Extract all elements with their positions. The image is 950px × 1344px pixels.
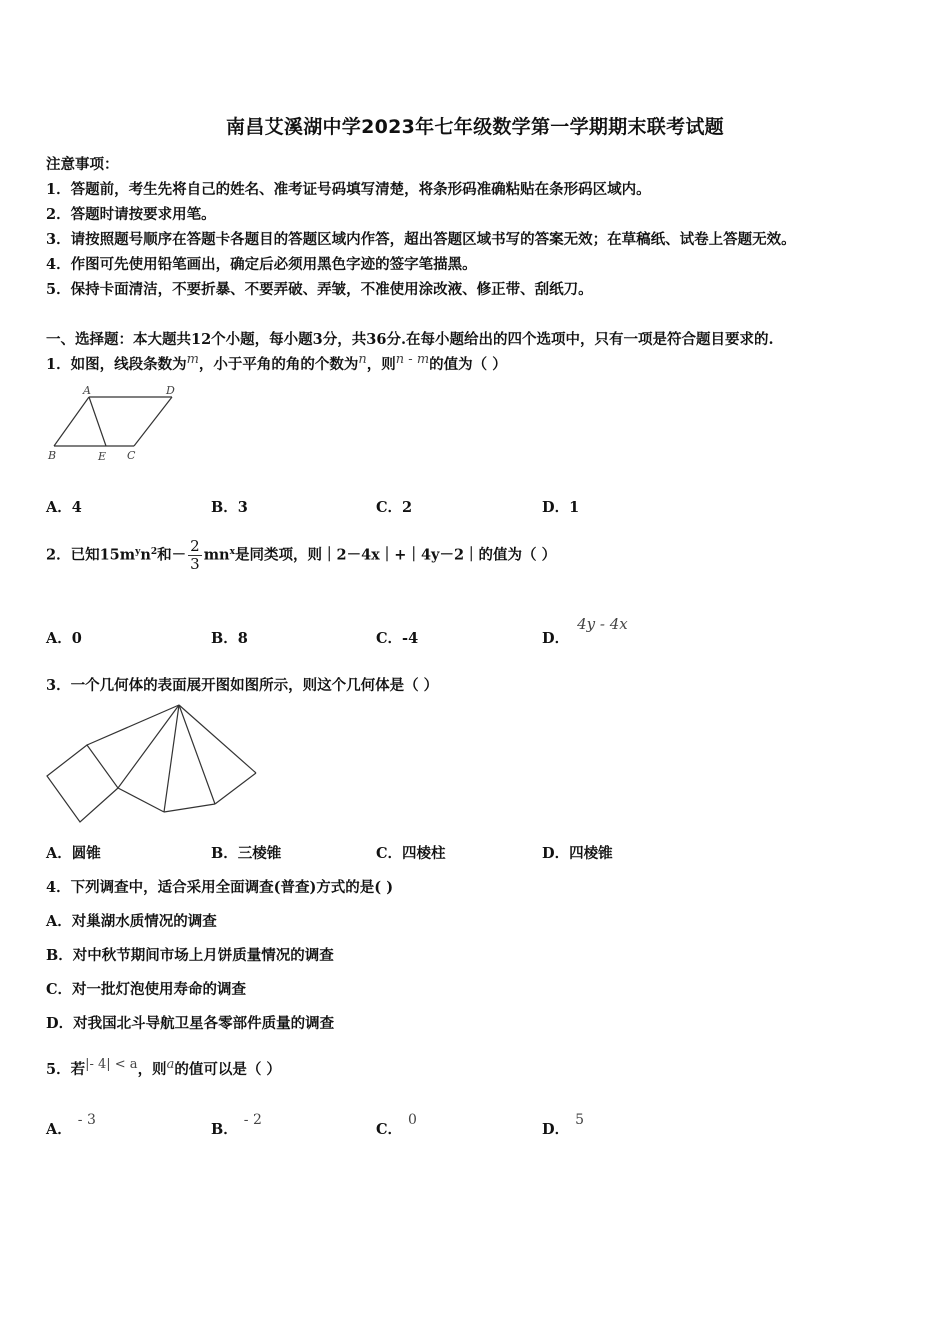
- q5-condition: |- 4| < a: [85, 1057, 138, 1072]
- q1-label-a: A: [83, 384, 91, 397]
- q1-option-a[interactable]: [46, 496, 82, 517]
- option-text: 0: [408, 1112, 417, 1128]
- option-text: 四棱柱: [402, 845, 446, 862]
- option-text: 圆锥: [71, 845, 101, 862]
- option-letter: B．: [211, 845, 238, 862]
- q3-net-figure: [40, 700, 265, 825]
- q2-sup-2: 2: [150, 546, 158, 557]
- option-text: 5: [575, 1112, 584, 1128]
- notice-heading: 注意事项：: [46, 156, 119, 173]
- option-text: 1: [569, 499, 580, 516]
- option-letter: A．: [46, 499, 72, 516]
- option-text: 0: [71, 630, 82, 647]
- q1-label-c: C: [127, 449, 136, 462]
- q2-text-3: 和－: [157, 546, 187, 564]
- q2-option-d[interactable]: [542, 615, 628, 648]
- q1-label-e: E: [98, 450, 107, 463]
- option-letter: B．: [211, 499, 238, 516]
- question-2: [46, 538, 556, 573]
- option-text: - 2: [243, 1112, 262, 1128]
- page-title: 南昌艾溪湖中学2023年七年级数学第一学期期末联考试题: [226, 116, 724, 138]
- q2-option-a[interactable]: [46, 627, 82, 648]
- q3-option-a[interactable]: [46, 842, 101, 863]
- notice-item: 3．请按照题号顺序在答题卡各题目的答题区域内作答，超出答题区域书写的答案无效；在草稿纸、试卷上答题无效。: [46, 231, 796, 248]
- question-3: 3．一个几何体的表面展开图如图所示，则这个几何体是（ ）: [46, 677, 439, 694]
- q1-option-d[interactable]: [542, 496, 579, 517]
- option-letter: D．: [542, 630, 570, 647]
- option-letter: A．: [46, 845, 72, 862]
- q1-figure: [44, 382, 184, 464]
- q1-var-m: m: [186, 352, 199, 367]
- q5-option-a[interactable]: [46, 1112, 96, 1139]
- question-5: [46, 1058, 281, 1079]
- option-letter: D．: [542, 499, 570, 516]
- q4-option-d[interactable]: D．对我国北斗导航卫星各零部件质量的调查: [46, 1015, 335, 1032]
- q2-option-b[interactable]: [211, 627, 248, 648]
- q2-frac-den: 3: [190, 555, 200, 573]
- q2-fraction: [188, 538, 202, 573]
- q1-option-c[interactable]: [376, 496, 412, 517]
- q1-var-n: n: [358, 352, 367, 367]
- q4-option-c[interactable]: C．对一批灯泡使用寿命的调查: [46, 981, 247, 998]
- section-heading: 一、选择题：本大题共12个小题，每小题3分，共36分.在每小题给出的四个选项中，只有一项是符合题目要求的.: [46, 331, 774, 348]
- option-text: 四棱锥: [569, 845, 613, 862]
- notice-item: 1．答题前，考生先将自己的姓名、准考证号码填写清楚，将条形码准确粘贴在条形码区域内。: [46, 181, 651, 198]
- q3-option-b[interactable]: [211, 842, 281, 863]
- option-text: 8: [237, 630, 248, 647]
- q1-label-b: B: [48, 449, 57, 462]
- q2-text-1: 2．已知15m: [46, 546, 136, 564]
- q5-text-1: 5．若: [46, 1061, 86, 1078]
- option-letter: B．: [211, 630, 238, 647]
- option-letter: C．: [376, 499, 403, 516]
- option-letter: D．: [542, 1121, 570, 1138]
- q1-expr: n - m: [395, 352, 430, 367]
- option-letter: C．: [376, 845, 403, 862]
- option-text: 三棱锥: [237, 845, 282, 862]
- question-1: [46, 353, 507, 374]
- q5-option-b[interactable]: [211, 1112, 262, 1139]
- q2-sup-x: x: [229, 546, 235, 557]
- option-text: 4y - 4x: [577, 615, 628, 633]
- question-4: 4．下列调查中，适合采用全面调查(普查)方式的是( ): [46, 879, 394, 896]
- option-text: 2: [402, 499, 413, 516]
- notice-item: 4．作图可先使用铅笔画出，确定后必须用黑色字迹的签字笔描黑。: [46, 256, 477, 273]
- q1-option-b[interactable]: [211, 496, 248, 517]
- q2-sup-y: y: [135, 546, 141, 557]
- option-letter: A．: [46, 630, 72, 647]
- q1-text-3: ，则: [366, 356, 396, 373]
- q4-option-b[interactable]: B．对中秋节期间市场上月饼质量情况的调查: [46, 947, 334, 964]
- q3-option-d[interactable]: [542, 842, 613, 863]
- q2-frac-num: 2: [190, 537, 200, 555]
- q1-text-4: 的值为（ ）: [429, 356, 507, 373]
- q2-option-c[interactable]: [376, 627, 418, 648]
- option-text: -4: [402, 630, 419, 647]
- option-letter: C．: [376, 1121, 403, 1138]
- q5-var-a: a: [166, 1057, 175, 1072]
- option-letter: D．: [542, 845, 570, 862]
- q1-text-2: ，小于平角的角的个数为: [198, 356, 359, 373]
- q5-option-d[interactable]: [542, 1112, 584, 1139]
- q1-text-1: 1．如图，线段条数为: [46, 356, 187, 373]
- q5-option-c[interactable]: [376, 1112, 417, 1139]
- q2-text-4: mn: [203, 546, 230, 564]
- q5-text-3: 的值可以是（ ）: [174, 1061, 281, 1078]
- option-text: 4: [71, 499, 82, 516]
- option-letter: B．: [211, 1121, 238, 1138]
- q2-text-5: 是同类项，则｜2－4x｜+｜4y－2｜的值为（ ）: [234, 546, 557, 564]
- q3-option-c[interactable]: [376, 842, 446, 863]
- q1-label-d: D: [166, 384, 175, 397]
- option-text: - 3: [77, 1112, 96, 1128]
- notice-item: 2．答题时请按要求用笔。: [46, 206, 216, 223]
- q4-option-a[interactable]: A．对巢湖水质情况的调查: [46, 913, 217, 930]
- q2-text-2: n: [140, 546, 151, 564]
- notice-item: 5．保持卡面清洁，不要折暴、不要弄破、弄皱，不准使用涂改液、修正带、刮纸刀。: [46, 281, 593, 298]
- option-letter: A．: [46, 1121, 72, 1138]
- q5-text-2: ，则: [137, 1061, 167, 1078]
- option-letter: C．: [376, 630, 403, 647]
- option-text: 3: [237, 499, 248, 516]
